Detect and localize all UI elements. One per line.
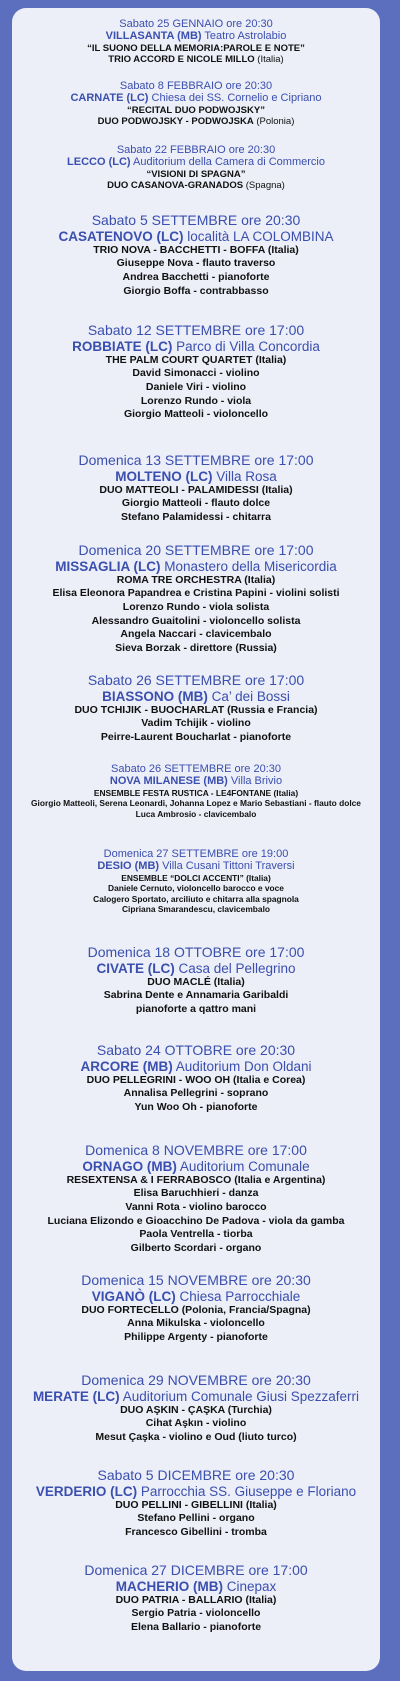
event-block <box>16 848 376 915</box>
event-place: NOVA MILANESE (MB) <box>109 775 228 788</box>
performer-line: Stefano Palamidessi - chitarra <box>121 511 271 524</box>
event-block <box>16 1373 376 1445</box>
event-place: MISSAGLIA (LC) <box>55 558 161 574</box>
events-panel <box>12 8 380 1671</box>
event-venue-name: Parrocchia SS. Giuseppe e Floriano <box>137 1483 357 1499</box>
performer-line: Philippe Argenty - pianoforte <box>124 1331 268 1344</box>
event-venue-name: Casa del Pellegrino <box>174 960 296 976</box>
event-venue <box>16 689 376 704</box>
performer-line: Giorgio Matteoli - flauto dolce <box>121 497 271 510</box>
event-block <box>16 213 376 298</box>
event-date: Sabato 5 SETTEMBRE ore 20:30 <box>91 212 301 228</box>
performer-line: Sabrina Dente e Annamaria Garibaldi <box>103 989 289 1002</box>
performer-line: DUO MACLÉ (Italia) <box>147 975 245 988</box>
performer-line: Cihat Aşkın - violino <box>145 1417 247 1430</box>
event-block <box>16 945 376 1017</box>
event-date: Domenica 20 SETTEMBRE ore 17:00 <box>78 542 314 558</box>
event-date: Sabato 12 SETTEMBRE ore 17:00 <box>87 322 305 338</box>
performer-line: Andrea Bacchetti - pianoforte <box>122 271 270 284</box>
performer-line: Cipriana Smarandescu, clavicembalo <box>121 904 271 915</box>
event-date: Domenica 18 OTTOBRE ore 17:00 <box>87 944 305 960</box>
performer-line: DUO FORTECELLO (Polonia, Francia/Spagna) <box>81 1303 311 1316</box>
event-venue-name: Parco di Villa Concordia <box>172 338 320 354</box>
performer-line: Anna Mikulska - violoncello <box>127 1317 265 1330</box>
performer-line: THE PALM COURT QUARTET (Italia) <box>105 353 287 366</box>
event-venue <box>16 559 376 574</box>
event-date: Domenica 29 NOVEMBRE ore 20:30 <box>81 1372 311 1388</box>
performer-line: Annalisa Pellegrini - soprano <box>123 1087 269 1100</box>
performer-line: DUO PELLINI - GIBELLINI (Italia) <box>115 1498 277 1511</box>
performer-line: Luciana Elizondo e Gioacchino De Padova - viola da gamba <box>47 1214 345 1227</box>
event-block <box>16 453 376 525</box>
performer-line: Daniele Cernuto, violoncello barocco e voce <box>108 883 284 894</box>
performer-line: Luca Ambrosio - clavicembalo <box>135 808 257 819</box>
performer-line: DUO TCHIJIK - BUOCHARLAT (Russia e Francia) <box>74 703 318 716</box>
event-venue <box>16 339 376 354</box>
event-place: MOLTENO (LC) <box>115 468 213 484</box>
event-block <box>16 1043 376 1115</box>
event-venue <box>16 860 376 872</box>
event-block <box>16 1468 376 1540</box>
performer-line: Elena Ballario - pianoforte <box>130 1621 262 1634</box>
event-place: ARCORE (MB) <box>80 1058 173 1074</box>
performer-line: RESEXTENSA & I FERRABOSCO (Italia e Argentina) <box>66 1173 326 1186</box>
event-place: LECCO (LC) <box>67 156 131 169</box>
event-date: Domenica 8 NOVEMBRE ore 17:00 <box>85 1142 307 1158</box>
event-venue-name: Auditorium Don Oldani <box>172 1058 312 1074</box>
event-date: Domenica 27 DICEMBRE ore 17:00 <box>84 1562 308 1578</box>
event-place: MERATE (LC) <box>32 1388 120 1404</box>
event-date: Domenica 15 NOVEMBRE ore 20:30 <box>81 1272 311 1288</box>
event-venue <box>16 92 376 104</box>
event-venue <box>16 1159 376 1174</box>
event-venue-name: Teatro Astrolabio <box>201 30 287 43</box>
event-venue <box>16 30 376 42</box>
event-block <box>16 18 376 65</box>
event-venue <box>16 1289 376 1304</box>
performer-line: Peirre-Laurent Boucharlat - pianoforte <box>100 731 292 744</box>
performer-line: DUO PELLEGRINI - WOO OH (Italia e Corea) <box>86 1073 306 1086</box>
performer-line: DUO CASANOVA-GRANADOS (Spagna) <box>107 180 285 192</box>
performer-line: DUO PODWOJSKY - PODWOJSKA (Polonia) <box>97 116 295 128</box>
event-block <box>16 80 376 127</box>
event-place: CASATENOVO (LC) <box>58 228 184 244</box>
performer-line: Sieva Borzak - direttore (Russia) <box>115 641 277 654</box>
performer-line: Lorenzo Rundo - viola solista <box>122 601 270 614</box>
event-venue-name: Auditorium Comunale <box>176 1158 310 1174</box>
event-block <box>16 543 376 656</box>
performer-line: “IL SUONO DELLA MEMORIA:PAROLE E NOTE” <box>87 42 305 54</box>
event-date: Sabato 8 FEBBRAIO ore 20:30 <box>119 80 273 92</box>
performer-line: Giorgio Matteoli - violoncello <box>123 408 269 421</box>
performer-line: Paola Ventrella - tiorba <box>139 1228 253 1241</box>
performer-line: Gilberto Scordari - organo <box>130 1241 262 1254</box>
performer-line: DUO MATTEOLI - PALAMIDESSI (Italia) <box>99 483 293 496</box>
performer-line: Giorgio Boffa - contrabbasso <box>123 284 269 297</box>
performer-line: Giuseppe Nova - flauto traverso <box>116 257 276 270</box>
event-date: Sabato 26 SETTEMBRE ore 20:30 <box>111 763 281 775</box>
performer-line: Calogero Sportato, arciliuto e chitarra alla spagnola <box>93 893 299 904</box>
event-date: Domenica 27 SETTEMBRE ore 19:00 <box>103 848 289 860</box>
event-venue-name: Auditorium della Camera di Commercio <box>130 156 325 169</box>
performer-line: Elisa Baruchhieri - danza <box>133 1187 259 1200</box>
performer-line: Vanni Rota - violino barocco <box>125 1201 267 1214</box>
performer-line: Daniele Viri - violino <box>145 381 247 394</box>
event-block <box>16 144 376 191</box>
event-date: Sabato 22 FEBBRAIO ore 20:30 <box>116 144 276 156</box>
event-place: ROBBIATE (LC) <box>72 338 173 354</box>
event-venue <box>16 1389 376 1404</box>
event-block <box>16 1273 376 1345</box>
performer-line: Stefano Pellini - organo <box>137 1512 255 1525</box>
performer-line: DUO AŞKIN - ÇAŞKA (Turchia) <box>120 1403 272 1416</box>
event-venue-name: Chiesa dei SS. Cornelio e Cipriano <box>148 92 322 105</box>
performer-line: Giorgio Matteoli, Serena Leonardi, Johanna Lopez e Mario Sebastiani - flauto dolce <box>31 798 361 809</box>
performer-line: Francesco Gibellini - tromba <box>125 1526 267 1539</box>
performer-line: DUO PATRIA - BALLARIO (Italia) <box>115 1593 277 1606</box>
performer-line: ENSEMBLE FESTA RUSTICA - LE4FONTANE (Italia) <box>93 787 299 798</box>
performer-line: Elisa Eleonora Papandrea e Cristina Papini - violini solisti <box>52 587 340 600</box>
event-date: Domenica 13 SETTEMBRE ore 17:00 <box>78 452 314 468</box>
event-block <box>16 323 376 422</box>
event-block <box>16 1143 376 1256</box>
event-venue <box>16 1059 376 1074</box>
event-venue <box>16 961 376 976</box>
performer-line: pianoforte a qattro mani <box>135 1003 257 1016</box>
event-venue-name: Villa Rosa <box>212 468 277 484</box>
performer-line: “RECITAL DUO PODWOJSKY” <box>127 104 265 116</box>
event-block <box>16 673 376 745</box>
performer-line: ROMA TRE ORCHESTRA (Italia) <box>116 573 276 586</box>
event-venue <box>16 1484 376 1499</box>
performer-line: TRIO NOVA - BACCHETTI - BOFFA (Italia) <box>93 243 299 256</box>
event-venue-name: Cinepax <box>222 1578 277 1594</box>
event-place: CARNATE (LC) <box>70 92 149 105</box>
performer-line: Lorenzo Rundo - viola <box>140 394 252 407</box>
performer-line: David Simonacci - violino <box>132 367 260 380</box>
event-venue <box>16 1579 376 1594</box>
event-place: CIVATE (LC) <box>96 960 175 976</box>
event-place: DESIO (MB) <box>97 860 160 873</box>
event-venue-name: Chiesa Parrocchiale <box>175 1288 301 1304</box>
event-venue-name: Ca’ dei Bossi <box>207 688 290 704</box>
event-venue <box>16 469 376 484</box>
event-venue-name: Monastero della Misericordia <box>160 558 337 574</box>
performer-line: Yun Woo Oh - pianoforte <box>134 1101 258 1114</box>
performer-line: TRIO ACCORD E NICOLE MILLO (Italia) <box>108 54 284 66</box>
event-venue <box>16 229 376 244</box>
event-venue-name: località LA COLOMBINA <box>183 228 334 244</box>
event-place: BIASSONO (MB) <box>102 688 208 704</box>
event-block <box>16 1563 376 1635</box>
performer-line: Vadim Tchijik - violino <box>141 717 251 730</box>
performer-line: Mesut Çaşka - violino e Oud (liuto turco) <box>95 1431 297 1444</box>
performer-line: Sergio Patria - violoncello <box>131 1607 261 1620</box>
event-venue-name: Villa Cusani Tittoni Traversi <box>159 860 295 873</box>
performer-line: ENSEMBLE “DOLCI ACCENTI” (Italia) <box>121 872 271 883</box>
event-block <box>16 763 376 819</box>
performer-line: Alessandro Guaitolini - violoncello solista <box>91 614 301 627</box>
performer-line: Angela Naccari - clavicembalo <box>120 628 272 641</box>
event-venue-name: Auditorium Comunale Giusi Spezzaferri <box>119 1388 360 1404</box>
event-date: Sabato 5 DICEMBRE ore 20:30 <box>97 1467 295 1483</box>
event-date: Sabato 24 OTTOBRE ore 20:30 <box>96 1042 296 1058</box>
event-place: VERDERIO (LC) <box>35 1483 138 1499</box>
event-place: VILLASANTA (MB) <box>105 30 202 43</box>
event-place: ORNAGO (MB) <box>82 1158 177 1174</box>
event-date: Sabato 26 SETTEMBRE ore 17:00 <box>87 672 305 688</box>
event-place: VIGANÒ (LC) <box>91 1288 176 1304</box>
event-venue <box>16 156 376 168</box>
event-date: Sabato 25 GENNAIO ore 20:30 <box>119 18 273 30</box>
event-place: MACHERIO (MB) <box>115 1578 223 1594</box>
event-venue-name: Villa Brivio <box>227 775 283 788</box>
event-venue <box>16 775 376 787</box>
performer-line: “VISIONI DI SPAGNA” <box>146 168 246 180</box>
